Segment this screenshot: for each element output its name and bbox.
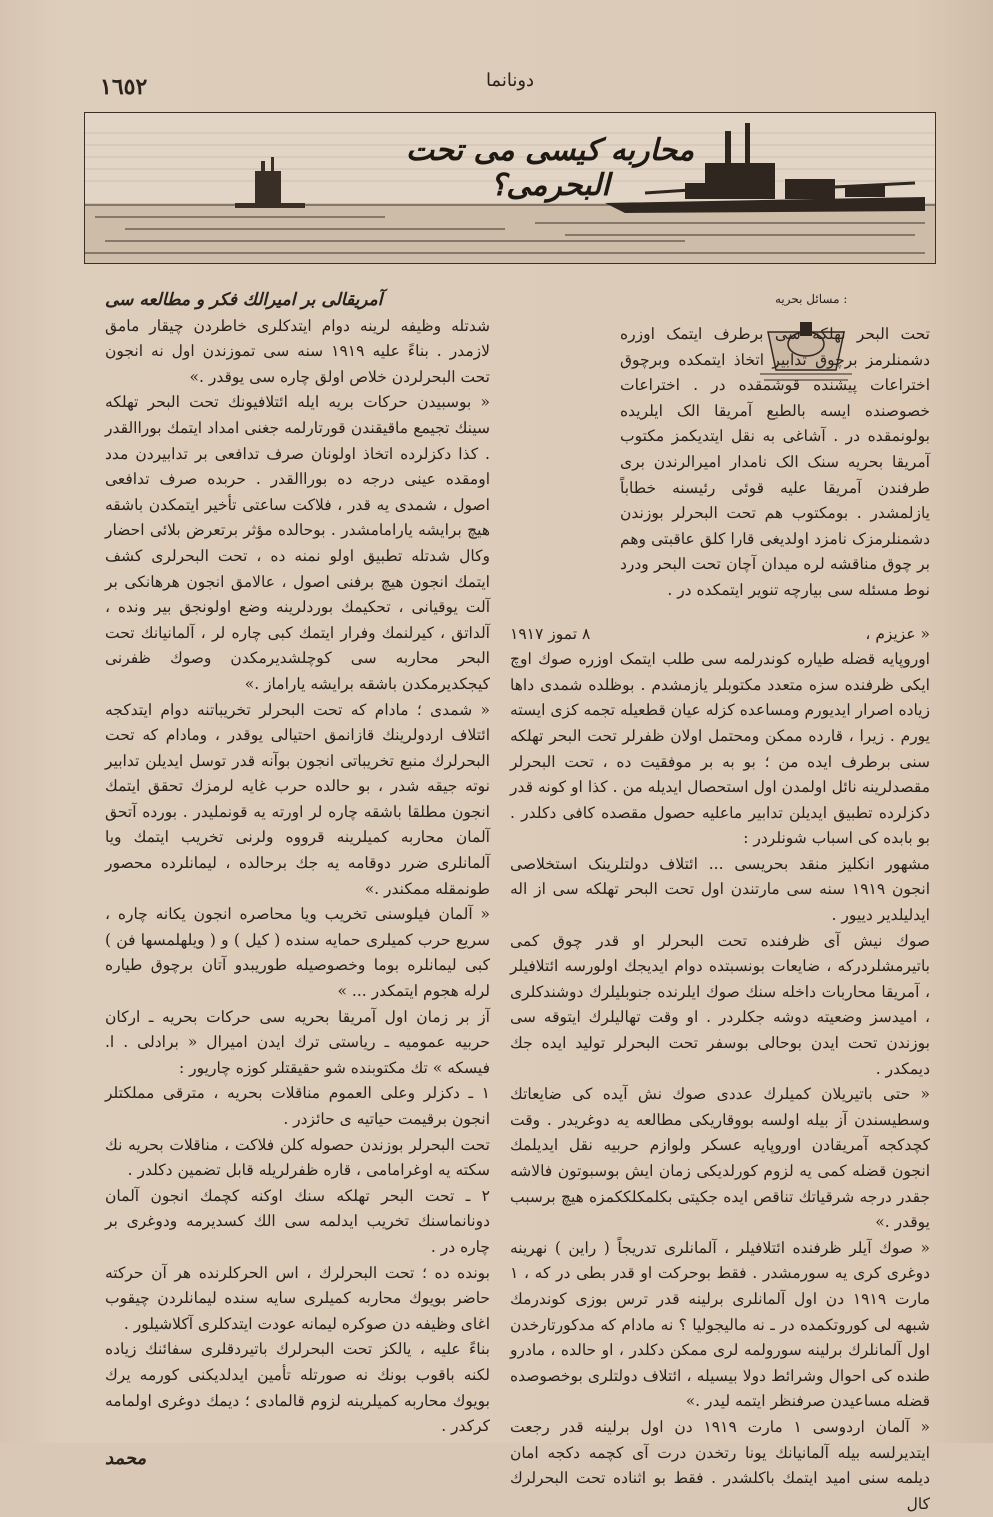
section-title: آمریقالی بر امیرالك فکر و مطالعه سی	[105, 290, 383, 310]
running-title: دونانما	[485, 70, 535, 91]
article-paragraph: شدتله وظیفه لرینه دوام ایتدکلری خاطردن چیقار مامق لازمدر . بناءً علیه ١٩١٩ سنه سی تموزندن اول نه انجون تحت البحرلردن خلاص اولق چاره سی یوقدر .»	[105, 316, 490, 386]
article-paragraph: « آلمان فیلوسنی تخریب ویا محاصره انجون یکانه چاره ، سریع حرب کمیلری حمایه سنده ( کیل ) و ( ویلهلمسها فن ) کبی لیمانلره بوما وخصوصیله طوریبدو آتان برچوق طیاره لرله هجوم ایتمکدر ... »	[105, 905, 490, 1001]
article-paragraph: بونده ده ؛ تحت البحرلرك ، اس الحرکلرنده هر آن حرکته حاضر بویوك محاربه کمیلری سایه سنده لیمانلردن چیقوب اغای وظیفه دن صوکره لیمانه عودت ایتدکلری آکلاشیلور .	[105, 1263, 490, 1333]
article-paragraph: « شمدی ؛ مادام که تحت البحرلر تخریباتنه دوام ایتدکجه ائتلاف اردولرینك قازانمق احتیالی یوقدر ، ومادام که تحت البحرلرك منبع تخریباتی انجون بوآنه قدر توسل ایدیلن تدابیر نوته جیقه شدر ، بو حالده حرب غایه لرمزك تحقق ایتمك انجون مطلقا باشقه چاره لر اورته یه قونملیدر . بورده آتحق آلمان محاربه کمیلرینه قرووه ولرنی تخریب ایتمك ویا آلمانلری ضرر دوقامه یه جك برحالده ، لیمانلرده محصور طونمقله ممکندر .»	[105, 700, 490, 898]
letter-date: ٨ تموز ١٩١٧	[510, 624, 591, 643]
article-paragraph: ١ ـ دکزلر وعلی العموم مناقلات بحریه ، مترقی مملکتلر انجون برقیمت حیاتیه ی حائزدر .	[105, 1084, 490, 1128]
letter-paragraph: اوروپایه قضله طیاره کوندرلمه سی طلب ایتمک اوزره صوك اوچ ایکی ظرفنده سزه متعدد مکتوبلر یازمشدم . بوظلده شمدی داها زیاده اصرار ایدیورم ومساعده کزله عیان قطعیله تجمه کزی ایسته یورم . زیرا ، قارده ممکن ومحتمل اولان ظفرلر تحت البحر تهلکه سنی برطرف ایده من ؛ بو به بر موفقیت ده ، تحت البحرلر مقصدلرینه نائل اولمدن اول استحصال ایدیله من . کذا او کونه قدر دکزلرده تطبیق ایدیلن تدابیر ماعلیه حصول مقصده کافی دکلدر . بو بابده کی اسباب شونلردر :	[510, 650, 930, 848]
right-column	[510, 322, 930, 1517]
article-paragraph: بناءً علیه ، یالکز تحت البحرلرك باتیردقلری سفائنك زیاده لکنه باقوب بونك نه صورتله تأمین ایدلدیکنی کورمه یرك بویوك محاربه کمیلرینه لزوم قالمادی ؛ دیمك دوغری اولمامه کرکدر .	[105, 1340, 490, 1436]
banner-title: محاربه کیسی می تحت البحرمی؟	[405, 133, 695, 203]
left-column	[105, 288, 490, 1471]
salutation: « عزیزم ،	[865, 624, 930, 643]
article-paragraph: « بوسبیدن حرکات بریه ایله ائتلافیونك تحت البحر تهلکه سینك تجیمع ماقیقندن قورتارلمه جغنی امداد ایتمك بوراالقدر . کذا دکزلرده اتخاذ اولونان صرف تدافعی بر تدابیردن مدد اومقده عینی درجه ده بوراالقدر . حربده صرف تدافعی اصول ، شمدی یه قدر ، فلاکت ساعتی تأخیر ایتمکدن باشقه هیچ برایشه یارامامشدر . بوحالده مؤثر برتعرض بلائی احضار وکال شدتله تطبیق اولو نمنه ده ، تحت البحرلری کشف ایتمك انجون هیچ برفنی اصول ، عالامق انجون هرهانکی بر آلت یوقیانی ، تحکیمك بوردلرینه وضع اولونجق بیر ونده ، آلداتق ، کیرلنمك وفرار ایتمك کبی چاره لر ، آلمانیانك تحت البحر محاربه سی کوچلشدیرمکدن وصوك ظفرنی کیجکدیرمکدن باشقه برایشه یاراماز .»	[105, 393, 490, 693]
author-signature: محمد	[105, 1447, 147, 1469]
intro-paragraph: تحت البحر تهلکه سی برطرف ایتمک اوزره دشمنلرمز برچوق تدابیر اتخاذ ایتمکده وبرچوق اختراعات پیشنده قوشمقده در . اختراعات خصوصنده ایسه بالطبع آمریقا الک ایلریده بولونمقده در . آشاغی به نقل ایتدیکمز مکتوب آمریقا بحریه سنک الک نامدار امیرالرندن بری طرفندن آمریقا علیه قوئی رئیسنه خطاباً یازلمشدر . بومکتوب هم تحت البحرلر بوزندن دشمنلرمزک نامزد اولدیغی قارا کلق عاقبتی وهم بر چوق مناقشه لره میدان آچان تحت البحر ودرد نوط مسئله سی بیارچه تنویر ایتمکده در .	[620, 325, 930, 599]
letter-paragraph: « آلمان اردوسی ١ مارت ١٩١٩ دن اول برلینه قدر رجعت ایتدیرلسه بیله آلمانیانك یونا رتخدن درت آی کچمه دکجه امان دیلمه سنی امید ایتمك باکلشدر . فقط بو اثناده تحت البحرلرك کال	[510, 1417, 930, 1513]
submarine-icon	[235, 157, 305, 208]
article-paragraph: آز بر زمان اول آمریقا بحریه سی حرکات بحریه ـ ارکان حربیه عمومیه ـ ریاستی ترك ایدن امیرال « برادلی . ا. فیسکه » تك مکتوبنده شو حقیقتلر کوزه چاریور :	[105, 1007, 490, 1077]
letter-paragraph: « حتی باتیریلان کمیلرك عددی صوك نش آیده کی ضایعاتك وسطیسندن آز بیله اولسه بووقاریکی مطالعه یه دوغریدر . وقت کچدکجه آمریقادن اوروپایه عسکر ولوازم حربیه نقل ایدیلمك انجون قضله کمی یه لزوم کورلدیکی زمان ایش بوسبوتون فالاشه جقدر درجه شرقیاتك تناقص ایده جکیتی بکلمکلککمزه هیچ برسبب یوقدر .»	[510, 1085, 930, 1232]
article-paragraph: تحت البحرلر بوزندن حصوله کلن فلاکت ، مناقلات بحریه نك سکته یه اوغرامامی ، قاره ظفرلریله قابل تضمین دکلدر .	[105, 1135, 490, 1180]
title-banner	[84, 112, 936, 264]
letter-paragraph: صوك نیش آی ظرفنده تحت البحرلر او قدر چوق کمی باتیرمشلردرکه ، ضایعات بونسبتده دوام ایدیجك اولورسه ائتلافیلر ، آمریقا محاربات داخله سنك صوك ایلرنده جنوبلیلرك دوشندکلری ، امیدسز وضعیته دوشه جکلردر . او وقت تهالیلرك ایتوقه سی بوزندن تحت ایدن بوحالی بوسفر تحت البحرلر تولید ایده جك دیمکدر .	[510, 931, 930, 1078]
article-paragraph: ٢ ـ تحت البحر تهلکه سنك اوکنه کچمك انجون آلمان دونانماسنك تخریب ایدلمه سی الك کسدیرمه ودوغری بر چاره در .	[105, 1186, 490, 1256]
letter-date-line	[510, 622, 930, 648]
page-number: ١٦٥٢	[100, 74, 148, 100]
letter-paragraph: « صوك آیلر ظرفنده ائتلافیلر ، آلمانلری تدریجاً ( راین ) نهرینه دوغری کری یه سورمشدر . فقط بوحرکت او قدر بطی در که ، ١ مارت ١٩١٩ دن اول آلمانلری برلینه قدر ترس بوزی کوندرمك شبهه لی کوروتکمده در ـ نه مالیجولیا ؟ نه مادام که مدکورتارخدن اول آلمانلرك برلینه سورولمه لری ممکن دکلدر ، او حالده ، مادرو طنده کی احوال وشرائط دولا بیسیله ، ائتلاف دولتلری بوخصوصده قضله مساعیدن صرفنظر ایتمه لیدر .»	[510, 1238, 931, 1411]
letter-paragraph: مشهور انکلیز منقد بحریسی ... ائتلاف دولتلرینک استخلاصی انجون ١٩١٩ سنه سی مارتندن اول تحت البحر تهلکه سی از اله ایدلیلدیر دییور .	[510, 854, 930, 925]
section-label: مسائل بحریه :	[775, 292, 848, 306]
